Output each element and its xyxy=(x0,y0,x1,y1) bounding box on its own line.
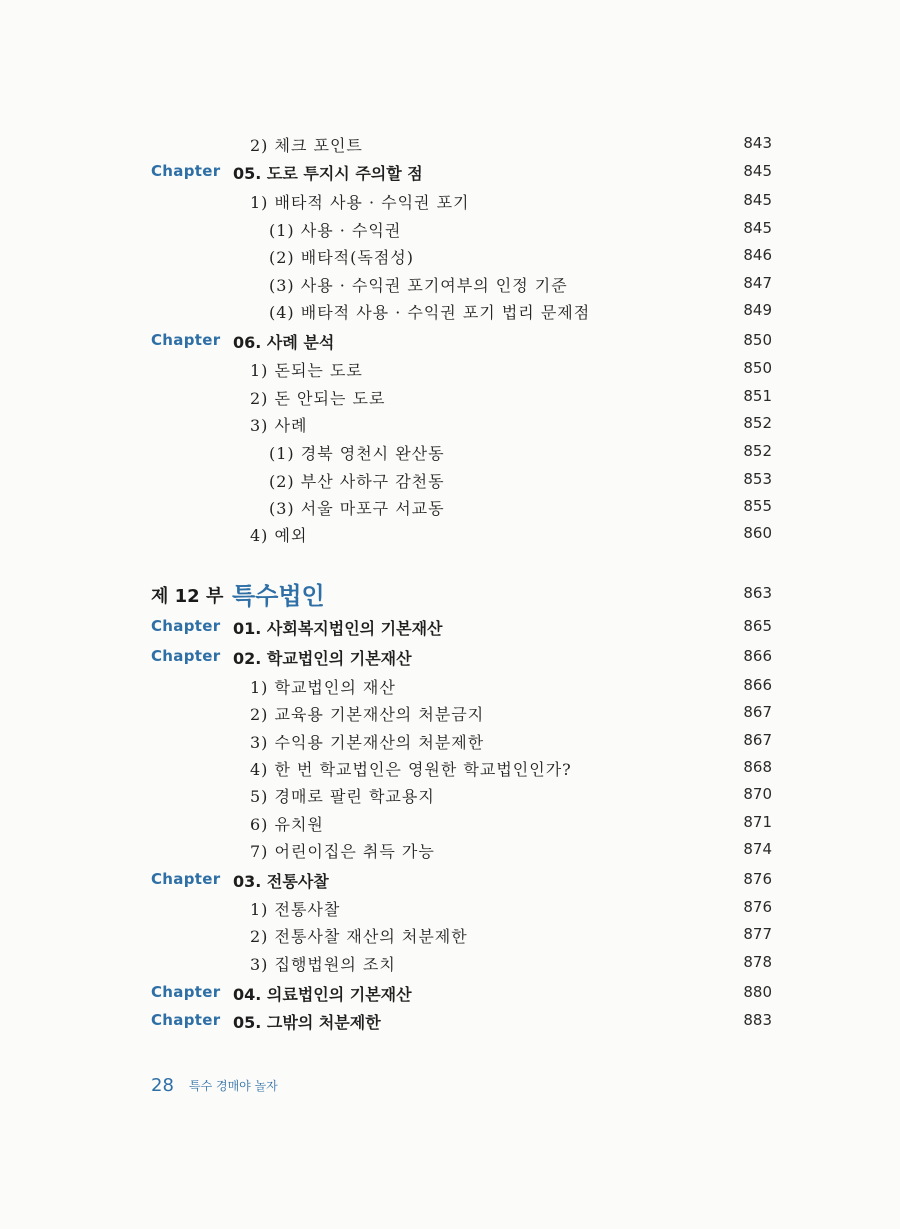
toc-page-number: 876 xyxy=(743,870,772,888)
toc-entry-title: (2) 부산 사하구 감천동 xyxy=(269,472,445,491)
toc-page-number: 868 xyxy=(743,758,772,776)
toc-entry-title: 4) 예외 xyxy=(250,526,308,545)
toc-page-number: 863 xyxy=(743,584,772,602)
toc-page-number: 867 xyxy=(743,703,772,721)
toc-page-number: 870 xyxy=(743,785,772,803)
part-heading xyxy=(0,576,900,610)
chapter-label: Chapter xyxy=(151,162,221,180)
toc-entry xyxy=(0,522,900,546)
chapter-label: Chapter xyxy=(151,983,221,1001)
toc-chapter-title: 02. 학교법인의 기본재산 xyxy=(233,649,412,668)
toc-page-number: 845 xyxy=(743,162,772,180)
toc-entry-title: 2) 체크 포인트 xyxy=(250,136,363,155)
chapter-label: Chapter xyxy=(151,617,221,635)
toc-page-number: 877 xyxy=(743,925,772,943)
toc-chapter-entry xyxy=(0,868,900,892)
toc-page-number: 849 xyxy=(743,301,772,319)
part-number: 제 12 부 xyxy=(151,586,224,607)
toc-entry-title: (4) 배타적 사용 · 수익권 포기 법리 문제점 xyxy=(269,303,591,322)
toc-page-number: 876 xyxy=(743,898,772,916)
toc-entry xyxy=(0,838,900,862)
toc-page-number: 880 xyxy=(743,983,772,1001)
toc-chapter-title: 05. 도로 투지시 주의할 점 xyxy=(233,164,423,183)
toc-chapter-title: 05. 그밖의 처분제한 xyxy=(233,1013,381,1032)
toc-page-number: 866 xyxy=(743,647,772,665)
toc-entry-title: 1) 배타적 사용 · 수익권 포기 xyxy=(250,193,470,212)
toc-chapter-entry xyxy=(0,645,900,669)
folio-page-number: 28 xyxy=(151,1075,174,1096)
toc-page-number: 846 xyxy=(743,246,772,264)
toc-entry-title: (1) 경북 영천시 완산동 xyxy=(269,444,445,463)
toc-entry xyxy=(0,701,900,725)
toc-entry-title: 2) 돈 안되는 도로 xyxy=(250,389,386,408)
part-title: 특수법인 xyxy=(232,582,325,610)
toc-entry xyxy=(0,783,900,807)
toc-entry-title: (1) 사용 · 수익권 xyxy=(269,221,402,240)
toc-chapter-entry xyxy=(0,981,900,1005)
toc-entry-title: 1) 전통사찰 xyxy=(250,900,341,919)
toc-entry xyxy=(0,132,900,156)
toc-page-number: 867 xyxy=(743,731,772,749)
toc-subentry xyxy=(0,440,900,464)
toc-entry-title: (2) 배타적(독점성) xyxy=(269,248,414,267)
toc-entry xyxy=(0,896,900,920)
chapter-label: Chapter xyxy=(151,1011,221,1029)
toc-subentry xyxy=(0,244,900,268)
toc-entry-title: 2) 교육용 기본재산의 처분금지 xyxy=(250,705,485,724)
running-book-title: 특수 경매야 놀자 xyxy=(189,1079,278,1093)
toc-entry-title: 3) 사례 xyxy=(250,416,308,435)
toc-chapter-entry xyxy=(0,160,900,184)
toc-chapter-title: 04. 의료법인의 기본재산 xyxy=(233,985,412,1004)
toc-entry xyxy=(0,357,900,381)
toc-page-number: 852 xyxy=(743,414,772,432)
toc-entry xyxy=(0,674,900,698)
chapter-label: Chapter xyxy=(151,331,221,349)
toc-entry-title: (3) 서울 마포구 서교동 xyxy=(269,499,445,518)
toc-page-number: 852 xyxy=(743,442,772,460)
toc-entry-title: 7) 어린이집은 취득 가능 xyxy=(250,842,435,861)
toc-entry-title: 2) 전통사찰 재산의 처분제한 xyxy=(250,927,468,946)
toc-entry xyxy=(0,811,900,835)
toc-page-number: 845 xyxy=(743,191,772,209)
toc-subentry xyxy=(0,217,900,241)
toc-chapter-entry xyxy=(0,1009,900,1033)
toc-page-number: 878 xyxy=(743,953,772,971)
toc-page-number: 853 xyxy=(743,470,772,488)
toc-subentry xyxy=(0,495,900,519)
toc-entry xyxy=(0,189,900,213)
toc-entry-title: 1) 학교법인의 재산 xyxy=(250,678,396,697)
toc-page-number: 865 xyxy=(743,617,772,635)
toc-entry xyxy=(0,412,900,436)
toc-subentry xyxy=(0,299,900,323)
toc-entry-title: 6) 유치원 xyxy=(250,815,324,834)
toc-page-number: 855 xyxy=(743,497,772,515)
toc-entry-title: (3) 사용 · 수익권 포기여부의 인정 기준 xyxy=(269,276,568,295)
toc-page-number: 874 xyxy=(743,840,772,858)
toc-chapter-title: 03. 전통사찰 xyxy=(233,872,329,891)
toc-page-number: 845 xyxy=(743,219,772,237)
toc-chapter-entry xyxy=(0,329,900,353)
toc-chapter-title: 01. 사회복지법인의 기본재산 xyxy=(233,619,443,638)
toc-entry xyxy=(0,385,900,409)
chapter-label: Chapter xyxy=(151,870,221,888)
toc-entry xyxy=(0,951,900,975)
toc-entry-title: 1) 돈되는 도로 xyxy=(250,361,363,380)
toc-page-number: 850 xyxy=(743,359,772,377)
toc-page-number: 843 xyxy=(743,134,772,152)
toc-entry-title: 5) 경매로 팔린 학교용지 xyxy=(250,787,435,806)
toc-chapter-entry xyxy=(0,615,900,639)
toc-page-number: 847 xyxy=(743,274,772,292)
toc-page-number: 850 xyxy=(743,331,772,349)
toc-entry-title: 3) 수익용 기본재산의 처분제한 xyxy=(250,733,485,752)
toc-page-number: 871 xyxy=(743,813,772,831)
toc-entry xyxy=(0,923,900,947)
toc-entry xyxy=(0,729,900,753)
toc-entry xyxy=(0,756,900,780)
toc-page-number: 866 xyxy=(743,676,772,694)
toc-chapter-title: 06. 사례 분석 xyxy=(233,333,335,352)
page-footer xyxy=(151,1075,278,1099)
toc-page-number: 883 xyxy=(743,1011,772,1029)
toc-entry-title: 3) 집행법원의 조치 xyxy=(250,955,396,974)
toc-page-number: 860 xyxy=(743,524,772,542)
toc-subentry xyxy=(0,272,900,296)
chapter-label: Chapter xyxy=(151,647,221,665)
toc-subentry xyxy=(0,468,900,492)
toc-page-number: 851 xyxy=(743,387,772,405)
toc-entry-title: 4) 한 번 학교법인은 영원한 학교법인인가? xyxy=(250,760,572,779)
